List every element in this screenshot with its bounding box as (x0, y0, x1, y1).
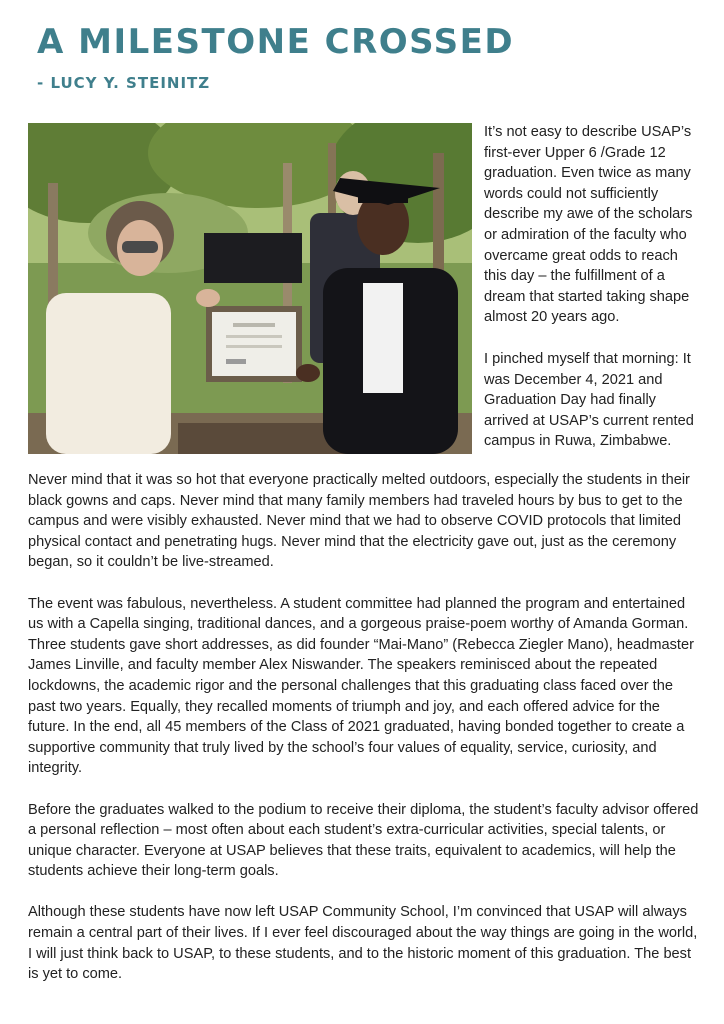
intro-paragraph-2: I pinched myself that morning: It was December 4, 2021 and Graduation Day had finally arrived at USAP’s current rented campus in Ruwa, Zimbabwe. (484, 350, 694, 450)
intro-column (484, 122, 700, 473)
body-paragraph-4: Although these students have now left USAP Community School, I’m convinced that USAP will always remain a central part of their lives. If I ever feel discouraged about the way things are going in the world, I will just think back to USAP, to these students, and to the historic moment of this graduation. The best is yet to come. (28, 904, 698, 983)
body-paragraph-3: Before the graduates walked to the podium to receive their diploma, the student’s faculty advisor offered a personal reflection – most often about each student’s extra-curricular activities, special talents, or unique character. Everyone at USAP believes that these traits, equivalent to academics, will help the students achieve their long-term goals. (28, 801, 699, 880)
article-body (28, 470, 700, 1005)
graduation-photo (28, 123, 472, 454)
author-byline: - LUCY Y. STEINITZ (37, 74, 211, 92)
page-title: A MILESTONE CROSSED (37, 22, 515, 62)
body-paragraph-1: Never mind that it was so hot that everyone practically melted outdoors, especially the students in their black gowns and caps. Never mind that many family members had traveled hours by bus to get to the campus and were visibly exhausted. Never mind that we had to observe COVID protocols that limited physical contact and penetrating hugs. Never mind that the electricity gave out, just as the ceremony began, so it couldn’t be live-streamed. (28, 472, 690, 571)
graduation-photo-icon (28, 123, 472, 454)
intro-paragraph-1: It’s not easy to describe USAP’s first-ever Upper 6 /Grade 12 graduation. Even twice as many words could not sufficiently describe my awe of the scholars or admiration of the faculty who overcame great odds to reach this day – the fulfillment of a dream that started taking shape almost 20 years ago. (484, 124, 693, 326)
body-paragraph-2: The event was fabulous, nevertheless. A student committee had planned the program and entertained us with a Capella singing, traditional dances, and a gorgeous praise-poem worthy of Amanda Gorman. Three students gave short addresses, as did founder “Mai-Mano” (Rebecca Ziegler Mano), headmaster James Linville, and faculty member Alex Niswander. The speakers reminisced about the repeated lockdowns, the academic rigor and the personal challenges that this graduating class faced over the past two years. Equally, they recalled moments of triumph and joy, and each offered advice for the future. In the end, all 45 members of the Class of 2021 graduated, having bonded together to create a supportive community that truly lived by the school’s four values of equality, service, curiosity, and integrity. (28, 595, 694, 777)
